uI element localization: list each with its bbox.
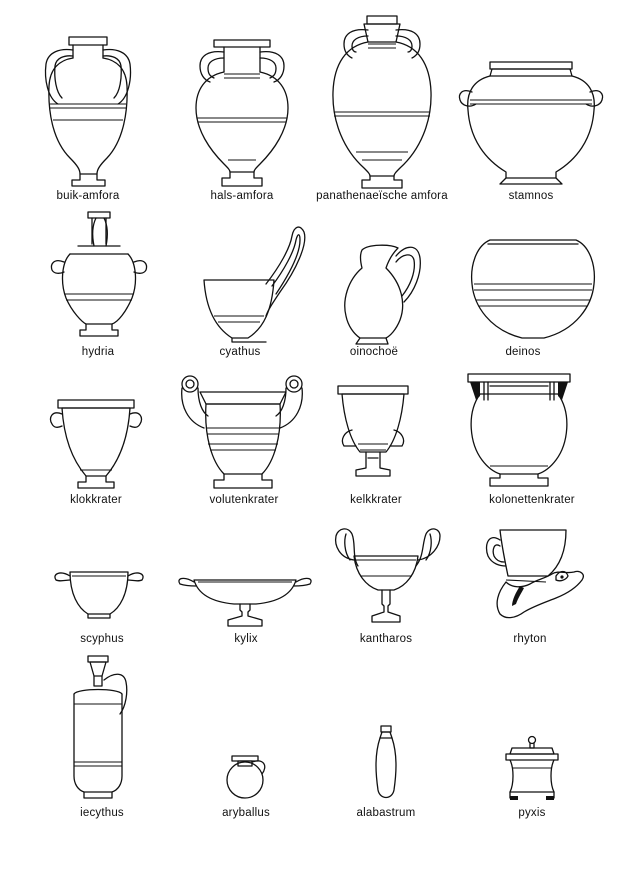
label-panathenaeische-amfora: panathenaeïsche amfora [316,190,448,202]
cyathus-drawing [204,227,305,342]
scyphus-drawing [55,572,143,618]
pyxis-drawing [506,737,558,801]
deinos-drawing [472,240,595,338]
hydria-drawing [52,212,147,336]
kylix-drawing [179,578,311,626]
lecythus-drawing [74,656,127,798]
aryballus-drawing [227,756,265,798]
oinochoe-drawing [345,245,421,344]
volutenkrater-drawing [182,376,303,488]
label-kelkkrater: kelkkrater [350,494,402,506]
label-lecythus: iecythus [80,807,124,819]
label-alabastrum: alabastrum [356,807,416,819]
label-scyphus: scyphus [80,633,124,645]
label-cyathus: cyathus [219,346,261,358]
klokkrater-drawing [50,400,141,488]
kolonettenkrater-drawing [468,374,570,486]
label-rhyton: rhyton [513,633,547,645]
label-hals-amfora: hals-amfora [210,190,274,202]
label-pyxis: pyxis [518,807,546,819]
buik-amfora-drawing [46,37,131,186]
label-deinos: deinos [505,346,541,358]
label-kylix: kylix [234,633,258,645]
rhyton-drawing [487,530,584,618]
label-klokkrater: klokkrater [70,494,122,506]
kantharos-drawing [336,529,440,622]
label-kolonettenkrater: kolonettenkrater [489,494,575,506]
label-buik-amfora: buik-amfora [56,190,120,202]
label-aryballus: aryballus [222,807,270,819]
hals-amfora-drawing [196,40,288,186]
label-hydria: hydria [81,346,115,358]
label-volutenkrater: volutenkrater [209,494,279,506]
panathenaeische-amfora-drawing [333,16,431,188]
label-stamnos: stamnos [508,190,554,202]
kelkkrater-drawing [338,386,408,476]
alabastrum-drawing [376,726,396,798]
stamnos-drawing [460,62,603,184]
label-oinochoe: oinochoë [349,346,399,358]
label-kantharos: kantharos [359,633,413,645]
